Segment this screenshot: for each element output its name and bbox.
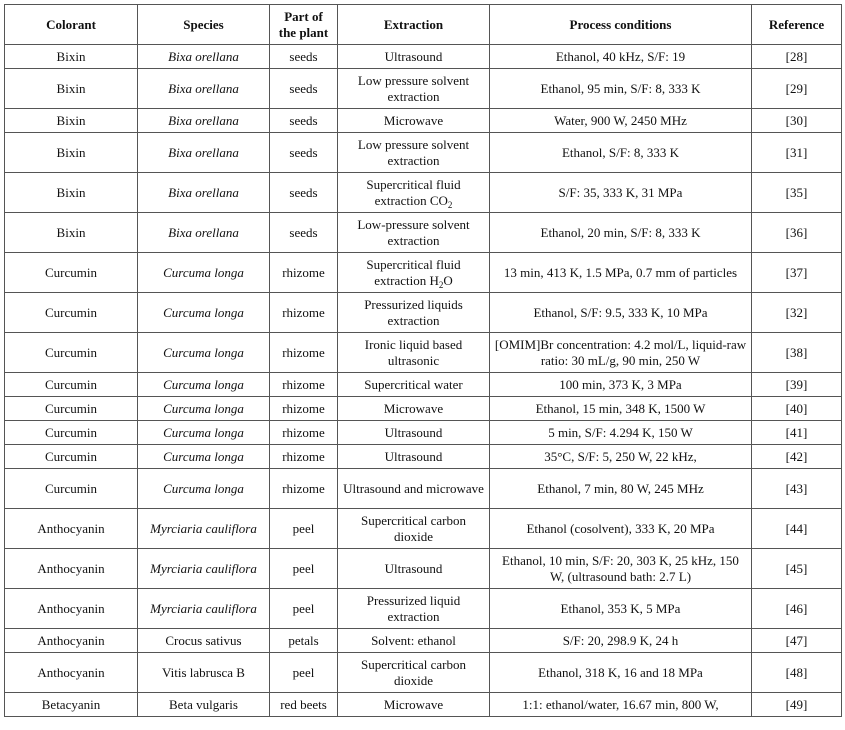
cell-extraction: Microwave — [338, 397, 490, 421]
cell-conditions: S/F: 20, 298.9 K, 24 h — [490, 629, 752, 653]
header-extraction: Extraction — [338, 5, 490, 45]
cell-reference: [43] — [752, 469, 842, 509]
cell-species: Bixa orellana — [138, 45, 270, 69]
table-row — [5, 69, 842, 109]
cell-reference: [46] — [752, 589, 842, 629]
cell-conditions: Ethanol, S/F: 9.5, 333 K, 10 MPa — [490, 293, 752, 333]
cell-part: seeds — [270, 213, 338, 253]
cell-reference: [40] — [752, 397, 842, 421]
cell-reference: [48] — [752, 653, 842, 693]
cell-colorant: Curcumin — [5, 445, 138, 469]
cell-extraction: Microwave — [338, 109, 490, 133]
cell-extraction: Pressurized liquids extraction — [338, 293, 490, 333]
extraction-tail: O — [443, 272, 453, 288]
cell-part: seeds — [270, 69, 338, 109]
cell-colorant: Anthocyanin — [5, 549, 138, 589]
cell-conditions: Ethanol, 353 K, 5 MPa — [490, 589, 752, 629]
cell-extraction: Microwave — [338, 693, 490, 717]
cell-species: Curcuma longa — [138, 253, 270, 293]
cell-extraction: Ultrasound and microwave — [338, 469, 490, 509]
cell-reference: [37] — [752, 253, 842, 293]
cell-conditions: 13 min, 413 K, 1.5 MPa, 0.7 mm of particles — [490, 253, 752, 293]
cell-part: rhizome — [270, 293, 338, 333]
table-row — [5, 213, 842, 253]
cell-conditions: 1:1: ethanol/water, 16.67 min, 800 W, — [490, 693, 752, 717]
cell-extraction: Ultrasound — [338, 45, 490, 69]
cell-conditions: 5 min, S/F: 4.294 K, 150 W — [490, 421, 752, 445]
table-row — [5, 109, 842, 133]
cell-part: peel — [270, 549, 338, 589]
cell-conditions: 35°C, S/F: 5, 250 W, 22 kHz, — [490, 445, 752, 469]
cell-colorant: Curcumin — [5, 373, 138, 397]
cell-species: Vitis labrusca B — [138, 653, 270, 693]
cell-reference: [28] — [752, 45, 842, 69]
cell-colorant: Curcumin — [5, 333, 138, 373]
extraction-subscript: 2 — [447, 199, 453, 210]
table-row — [5, 397, 842, 421]
cell-species: Curcuma longa — [138, 397, 270, 421]
cell-species: Curcuma longa — [138, 333, 270, 373]
cell-species: Beta vulgaris — [138, 693, 270, 717]
cell-extraction: Ultrasound — [338, 445, 490, 469]
cell-conditions: 100 min, 373 K, 3 MPa — [490, 373, 752, 397]
cell-colorant: Curcumin — [5, 293, 138, 333]
cell-colorant: Anthocyanin — [5, 589, 138, 629]
cell-reference: [31] — [752, 133, 842, 173]
cell-reference: [41] — [752, 421, 842, 445]
table-row — [5, 133, 842, 173]
cell-part: rhizome — [270, 333, 338, 373]
table-row — [5, 253, 842, 293]
cell-species: Curcuma longa — [138, 445, 270, 469]
cell-colorant: Betacyanin — [5, 693, 138, 717]
cell-part: seeds — [270, 133, 338, 173]
header-colorant: Colorant — [5, 5, 138, 45]
header-conditions: Process conditions — [490, 5, 752, 45]
cell-part: rhizome — [270, 421, 338, 445]
cell-reference: [36] — [752, 213, 842, 253]
cell-species: Curcuma longa — [138, 469, 270, 509]
table-row — [5, 469, 842, 509]
extraction-text: Supercritical fluid extraction H — [366, 256, 461, 288]
cell-extraction: Ultrasound — [338, 549, 490, 589]
cell-species: Bixa orellana — [138, 109, 270, 133]
cell-reference: [38] — [752, 333, 842, 373]
cell-part: peel — [270, 589, 338, 629]
cell-conditions: [OMIM]Br concentration: 4.2 mol/L, liquid-raw ratio: 30 mL/g, 90 min, 250 W — [490, 333, 752, 373]
cell-extraction — [338, 173, 490, 213]
extraction-subscript: 2 — [438, 279, 444, 290]
cell-part: rhizome — [270, 373, 338, 397]
cell-species: Bixa orellana — [138, 213, 270, 253]
cell-species: Bixa orellana — [138, 133, 270, 173]
cell-species: Myrciaria cauliflora — [138, 589, 270, 629]
cell-extraction: Ultrasound — [338, 421, 490, 445]
cell-conditions: Ethanol (cosolvent), 333 K, 20 MPa — [490, 509, 752, 549]
cell-extraction: Pressurized liquid extraction — [338, 589, 490, 629]
cell-conditions: S/F: 35, 333 K, 31 MPa — [490, 173, 752, 213]
cell-conditions: Ethanol, 10 min, S/F: 20, 303 K, 25 kHz, 150 W, (ultrasound bath: 2.7 L) — [490, 549, 752, 589]
table-row — [5, 693, 842, 717]
cell-extraction: Supercritical water — [338, 373, 490, 397]
cell-part: rhizome — [270, 253, 338, 293]
cell-conditions: Ethanol, S/F: 8, 333 K — [490, 133, 752, 173]
cell-extraction — [338, 253, 490, 293]
table-row — [5, 589, 842, 629]
cell-reference: [47] — [752, 629, 842, 653]
cell-species: Crocus sativus — [138, 629, 270, 653]
cell-part: rhizome — [270, 397, 338, 421]
cell-conditions: Water, 900 W, 2450 MHz — [490, 109, 752, 133]
header-part: Part of the plant — [270, 5, 338, 45]
table-row — [5, 45, 842, 69]
cell-species: Myrciaria cauliflora — [138, 509, 270, 549]
table-row — [5, 653, 842, 693]
cell-reference: [29] — [752, 69, 842, 109]
cell-extraction: Low pressure solvent extraction — [338, 69, 490, 109]
table-row — [5, 629, 842, 653]
cell-colorant: Bixin — [5, 109, 138, 133]
cell-colorant: Bixin — [5, 173, 138, 213]
cell-colorant: Bixin — [5, 213, 138, 253]
cell-colorant: Anthocyanin — [5, 509, 138, 549]
cell-reference: [44] — [752, 509, 842, 549]
cell-colorant: Curcumin — [5, 397, 138, 421]
cell-colorant: Curcumin — [5, 421, 138, 445]
table-row — [5, 293, 842, 333]
cell-part: rhizome — [270, 469, 338, 509]
cell-conditions: Ethanol, 318 K, 16 and 18 MPa — [490, 653, 752, 693]
header-reference: Reference — [752, 5, 842, 45]
cell-part: petals — [270, 629, 338, 653]
table-body — [5, 45, 842, 717]
cell-colorant: Bixin — [5, 45, 138, 69]
cell-colorant: Anthocyanin — [5, 653, 138, 693]
cell-colorant: Curcumin — [5, 253, 138, 293]
table-row — [5, 549, 842, 589]
cell-extraction: Ironic liquid based ultrasonic — [338, 333, 490, 373]
cell-colorant: Curcumin — [5, 469, 138, 509]
cell-extraction: Low-pressure solvent extraction — [338, 213, 490, 253]
cell-extraction: Solvent: ethanol — [338, 629, 490, 653]
cell-reference: [35] — [752, 173, 842, 213]
cell-colorant: Anthocyanin — [5, 629, 138, 653]
table-row — [5, 173, 842, 213]
cell-part: seeds — [270, 173, 338, 213]
table-row — [5, 373, 842, 397]
cell-species: Bixa orellana — [138, 173, 270, 213]
cell-part: red beets — [270, 693, 338, 717]
cell-colorant: Bixin — [5, 69, 138, 109]
cell-extraction: Low pressure solvent extraction — [338, 133, 490, 173]
header-species: Species — [138, 5, 270, 45]
cell-part: peel — [270, 509, 338, 549]
cell-reference: [49] — [752, 693, 842, 717]
cell-species: Curcuma longa — [138, 373, 270, 397]
cell-conditions: Ethanol, 7 min, 80 W, 245 MHz — [490, 469, 752, 509]
table-row — [5, 445, 842, 469]
cell-reference: [42] — [752, 445, 842, 469]
table-header — [5, 5, 842, 45]
cell-conditions: Ethanol, 15 min, 348 K, 1500 W — [490, 397, 752, 421]
cell-reference: [45] — [752, 549, 842, 589]
cell-species: Curcuma longa — [138, 421, 270, 445]
cell-reference: [39] — [752, 373, 842, 397]
extraction-text: Supercritical fluid extraction CO — [366, 176, 461, 208]
cell-conditions: Ethanol, 40 kHz, S/F: 19 — [490, 45, 752, 69]
cell-reference: [32] — [752, 293, 842, 333]
cell-part: rhizome — [270, 445, 338, 469]
colorant-extraction-table — [4, 4, 842, 717]
cell-extraction: Supercritical carbon dioxide — [338, 509, 490, 549]
table-row — [5, 421, 842, 445]
cell-conditions: Ethanol, 20 min, S/F: 8, 333 K — [490, 213, 752, 253]
table-row — [5, 509, 842, 549]
table-row — [5, 333, 842, 373]
cell-colorant: Bixin — [5, 133, 138, 173]
cell-part: peel — [270, 653, 338, 693]
cell-species: Curcuma longa — [138, 293, 270, 333]
cell-conditions: Ethanol, 95 min, S/F: 8, 333 K — [490, 69, 752, 109]
cell-reference: [30] — [752, 109, 842, 133]
cell-species: Bixa orellana — [138, 69, 270, 109]
cell-part: seeds — [270, 109, 338, 133]
cell-species: Myrciaria cauliflora — [138, 549, 270, 589]
cell-part: seeds — [270, 45, 338, 69]
cell-extraction: Supercritical carbon dioxide — [338, 653, 490, 693]
